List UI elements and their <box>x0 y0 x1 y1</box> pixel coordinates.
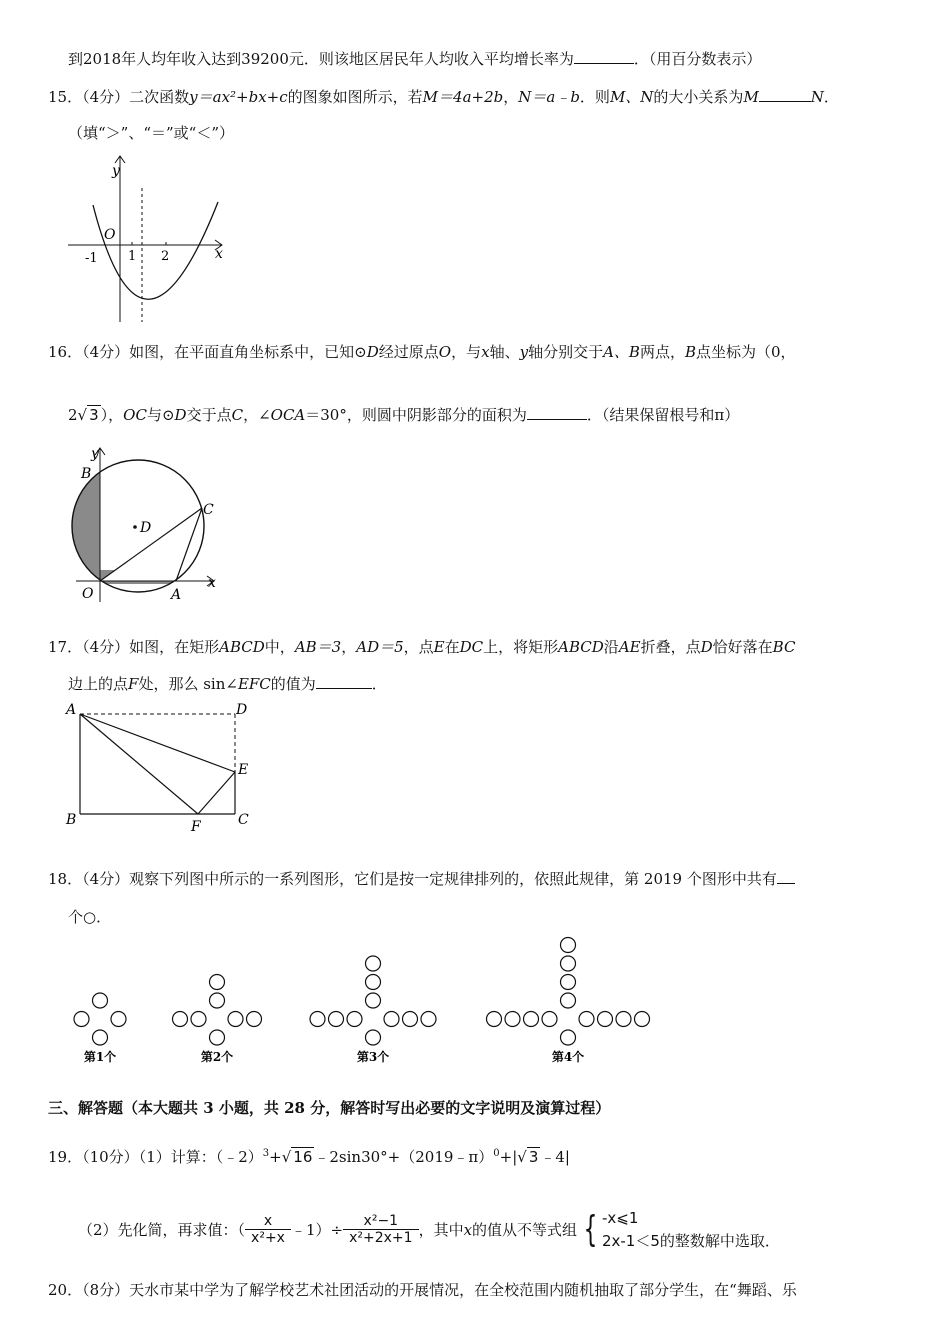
q17-line2 <box>68 673 387 694</box>
q17-e: E <box>433 638 445 656</box>
q17-abcd: ABCD <box>558 638 604 656</box>
point-b-label: B <box>66 812 77 828</box>
q16-text: 点坐标为（0， <box>695 343 796 361</box>
q16-oc: OC <box>123 406 147 424</box>
pattern-label: 第1个 <box>83 1050 117 1064</box>
sqrt-sign: √ <box>77 406 88 424</box>
q17-text: 边上的点 <box>68 675 129 693</box>
q15-n: N <box>810 88 824 106</box>
sqrt-sign: √ <box>517 1148 527 1166</box>
q17-text: ． <box>371 675 387 693</box>
q17-abcd: ABCD <box>219 638 265 656</box>
q19-x: x <box>463 1220 473 1239</box>
q15-text: 的大小关系为 <box>653 88 744 106</box>
q17-text: 如图，在矩形 <box>129 638 220 656</box>
point-f-label: F <box>191 819 201 835</box>
q17-rectangle-figure <box>60 698 260 838</box>
q16-text: 轴、 <box>489 343 520 361</box>
pattern-circle <box>598 1012 613 1027</box>
q16-text: ＝30°，则圆中阴影部分的面积为 <box>305 406 527 424</box>
q19-text: ，其中 <box>418 1221 464 1239</box>
pattern-circle <box>210 993 225 1008</box>
q15-function: y＝ax²+bx+c <box>189 88 288 106</box>
q17-text: 的值为 <box>270 675 316 693</box>
q16-text: ．（结果保留根号和π） <box>586 406 740 424</box>
point-d-label: D <box>140 520 152 536</box>
pattern-circle <box>74 1012 89 1027</box>
pattern-circle <box>366 975 381 990</box>
question-number: 16． <box>48 343 83 361</box>
tick-label-neg1: -1 <box>85 251 98 266</box>
pattern-circle <box>329 1012 344 1027</box>
q15-text: ．则 <box>579 88 610 106</box>
answer-blank <box>759 87 811 102</box>
pattern-figure-3 <box>310 956 436 1064</box>
fraction-numerator: x²−1 <box>343 1213 418 1230</box>
q17-dc: DC <box>459 638 484 656</box>
exponent: 3 <box>262 1148 270 1159</box>
q15-parabola-figure <box>60 150 240 325</box>
pattern-circle <box>561 975 576 990</box>
x-label: x <box>215 246 223 262</box>
question-number: 18． <box>48 870 83 888</box>
pattern-circle <box>210 1030 225 1045</box>
point-c-label: C <box>203 502 214 518</box>
tick-label-1: 1 <box>128 249 137 264</box>
inequality-2: 2x-1＜5 <box>601 1231 660 1250</box>
q18-line2: 个○． <box>68 908 112 926</box>
pattern-circle <box>228 1012 243 1027</box>
pattern-circle <box>384 1012 399 1027</box>
q17-text: 中， <box>264 638 295 656</box>
q20-line1 <box>48 1279 797 1300</box>
q16-sqrt3: 3 <box>89 406 99 424</box>
q16-b: B <box>684 343 696 361</box>
q17-efc: EFC <box>237 675 271 693</box>
pattern-circle <box>93 993 108 1008</box>
q16-x: x <box>481 343 490 361</box>
q16-c: C <box>231 406 244 424</box>
segment-af <box>80 714 198 814</box>
segment-ae <box>80 714 235 772</box>
inequality-system <box>579 1207 660 1252</box>
q16-coef: 2 <box>68 406 78 424</box>
pattern-figure-4 <box>487 938 650 1065</box>
q16-text: ）， <box>100 406 124 424</box>
q17-ad: AD＝5 <box>356 638 404 656</box>
q14-tail-text: 到2018年人均年收入达到39200元．则该地区居民年人均收入平均增长率为 <box>68 50 574 68</box>
q19-sqrt16: 16 <box>293 1148 313 1166</box>
q17-text: 沿 <box>603 638 619 656</box>
center-point <box>133 525 137 529</box>
q15-text: 的图象如图所示，若 <box>287 88 423 106</box>
q19-text: 的值从不等式组 <box>472 1221 578 1239</box>
q19-text: （1）计算：（﹣2） <box>138 1148 263 1166</box>
pattern-circle <box>505 1012 520 1027</box>
q16-d: D <box>174 406 187 424</box>
q15-n-def: N＝a﹣b <box>518 88 580 106</box>
q19-text: ﹣2sin30°+（2019﹣π） <box>314 1148 494 1166</box>
answer-blank <box>574 49 634 64</box>
y-label: y <box>91 446 99 462</box>
q16-text: 轴分别交于 <box>528 343 604 361</box>
question-score: （4分） <box>82 88 130 106</box>
q16-text: 交于点 <box>186 406 232 424</box>
q19-text: ﹣4| <box>540 1148 570 1166</box>
question-score: （4分） <box>82 870 130 888</box>
q17-text: ， <box>341 638 357 656</box>
section-heading: 三、解答题（本大题共 3 小题，共 28 分，解答时写出必要的文字说明及演算过程） <box>48 1099 611 1117</box>
pattern-circle <box>310 1012 325 1027</box>
q17-text: 在 <box>444 638 460 656</box>
q16-text: ，∠ <box>243 406 271 424</box>
q20-text: 天水市某中学为了解学校艺术社团活动的开展情况，在全校范围内随机抽取了部分学生，在“舞蹈、乐 <box>129 1281 797 1299</box>
fraction-numerator: x <box>245 1213 291 1230</box>
tick-label-2: 2 <box>161 249 170 264</box>
q18-pattern-figure <box>60 925 670 1075</box>
q17-ab: AB＝3 <box>294 638 342 656</box>
q15-text: ． <box>823 88 839 106</box>
question-score: （8分） <box>82 1281 130 1299</box>
pattern-circle <box>561 938 576 953</box>
origin-label: O <box>82 586 94 602</box>
q15-m: M <box>743 88 759 106</box>
pattern-circle <box>487 1012 502 1027</box>
pattern-label: 第3个 <box>356 1050 390 1064</box>
q14-tail-line <box>68 48 761 69</box>
pattern-circle <box>111 1012 126 1027</box>
pattern-circle <box>173 1012 188 1027</box>
pattern-circle <box>210 975 225 990</box>
fraction-denominator: x²+x <box>251 1230 285 1246</box>
fraction-1 <box>245 1213 291 1246</box>
x-label: x <box>208 575 216 591</box>
brace: { <box>583 1208 598 1250</box>
point-c-label: C <box>238 812 249 828</box>
y-label: y <box>112 163 120 179</box>
q17-text: 恰好落在 <box>712 638 773 656</box>
pattern-circle <box>403 1012 418 1027</box>
q18-line1 <box>48 868 795 889</box>
q16-text: ，与 <box>451 343 482 361</box>
q17-text: 折叠，点 <box>640 638 701 656</box>
answer-blank <box>527 405 587 420</box>
origin-label: O <box>104 227 116 243</box>
pattern-circle <box>93 1030 108 1045</box>
q15-text: ， <box>503 88 519 106</box>
q19-sqrt3: 3 <box>528 1148 539 1166</box>
question-number: 20． <box>48 1281 83 1299</box>
pattern-circle <box>421 1012 436 1027</box>
parabola-curve <box>93 202 218 299</box>
pattern-circle <box>366 956 381 971</box>
inequality-1: -x⩽1 <box>601 1209 639 1227</box>
question-score: （4分） <box>82 343 130 361</box>
pattern-circle <box>561 956 576 971</box>
q16-d: D <box>366 343 379 361</box>
point-a-label: A <box>66 702 77 718</box>
q15-text: 二次函数 <box>129 88 190 106</box>
q19-text: + <box>269 1148 282 1166</box>
q17-f: F <box>128 675 139 693</box>
exponent: 0 <box>493 1148 500 1159</box>
pattern-circle <box>635 1012 650 1027</box>
pattern-label: 第4个 <box>551 1050 585 1064</box>
q16-text: 与⊙ <box>146 406 175 424</box>
pattern-label: 第2个 <box>200 1050 234 1064</box>
q17-text: 上，将矩形 <box>483 638 559 656</box>
q19-part1 <box>48 1146 570 1167</box>
answer-blank <box>777 869 795 884</box>
pattern-circle <box>347 1012 362 1027</box>
q17-text: 处，那么 sin∠ <box>138 675 238 693</box>
q16-text: 如图，在平面直角坐标系中，已知⊙ <box>129 343 367 361</box>
q17-text: ，点 <box>403 638 434 656</box>
pattern-circle <box>524 1012 539 1027</box>
q16-ab: A、B <box>603 343 640 361</box>
q15-line2: （填“＞”、“＝”或“＜”） <box>68 124 235 142</box>
point-e-label: E <box>238 762 249 778</box>
question-score: （4分） <box>82 638 130 656</box>
pattern-circle <box>616 1012 631 1027</box>
point-d-label: D <box>236 702 248 718</box>
pattern-circle <box>366 993 381 1008</box>
point-a-label: A <box>171 587 182 603</box>
q16-text: 经过原点 <box>378 343 439 361</box>
pattern-circle <box>191 1012 206 1027</box>
q19-text: +| <box>499 1148 518 1166</box>
segment-fe <box>198 772 235 814</box>
pattern-circle <box>542 1012 557 1027</box>
q16-circle-figure <box>62 440 232 610</box>
q19-text: ﹣1）÷ <box>290 1221 344 1239</box>
q15-line1 <box>48 86 839 107</box>
pattern-circle <box>579 1012 594 1027</box>
q19-part2 <box>78 1207 780 1252</box>
pattern-circle <box>247 1012 262 1027</box>
inequality-lines <box>602 1207 660 1252</box>
question-number: 17． <box>48 638 83 656</box>
sqrt-sign: √ <box>281 1148 292 1166</box>
q15-m-def: M＝4a+2b <box>422 88 504 106</box>
pattern-figure-1 <box>74 993 126 1064</box>
q16-line2 <box>68 404 739 425</box>
q17-bc: BC <box>772 638 796 656</box>
answer-blank <box>316 674 372 689</box>
q14-tail-end: ．（用百分数表示） <box>633 50 762 68</box>
pattern-circle <box>561 1030 576 1045</box>
q19-text: （2）先化简，再求值：（ <box>78 1221 246 1239</box>
question-score: （10分） <box>82 1148 139 1166</box>
q17-d: D <box>700 638 713 656</box>
question-number: 19． <box>48 1148 83 1166</box>
question-number: 15． <box>48 88 83 106</box>
pattern-circle <box>366 1030 381 1045</box>
pattern-figure-2 <box>173 975 262 1065</box>
fraction-denominator: x²+2x+1 <box>349 1230 413 1246</box>
fraction-2 <box>343 1213 418 1246</box>
q17-line1 <box>48 636 795 657</box>
point-b-label: B <box>81 466 92 482</box>
q16-o: O <box>438 343 452 361</box>
q19-text: 的整数解中选取． <box>659 1232 780 1250</box>
q16-text: 两点， <box>639 343 685 361</box>
q16-y: y <box>519 343 529 361</box>
q16-oca: OCA <box>270 406 306 424</box>
pattern-circle <box>561 993 576 1008</box>
q18-text: 观察下列图中所示的一系列图形，它们是按一定规律排列的，依照此规律，第 2019 个图形中共有 <box>129 870 777 888</box>
q16-line1 <box>48 341 796 362</box>
q17-ae: AE <box>618 638 641 656</box>
q15-mn: M、N <box>609 88 654 106</box>
